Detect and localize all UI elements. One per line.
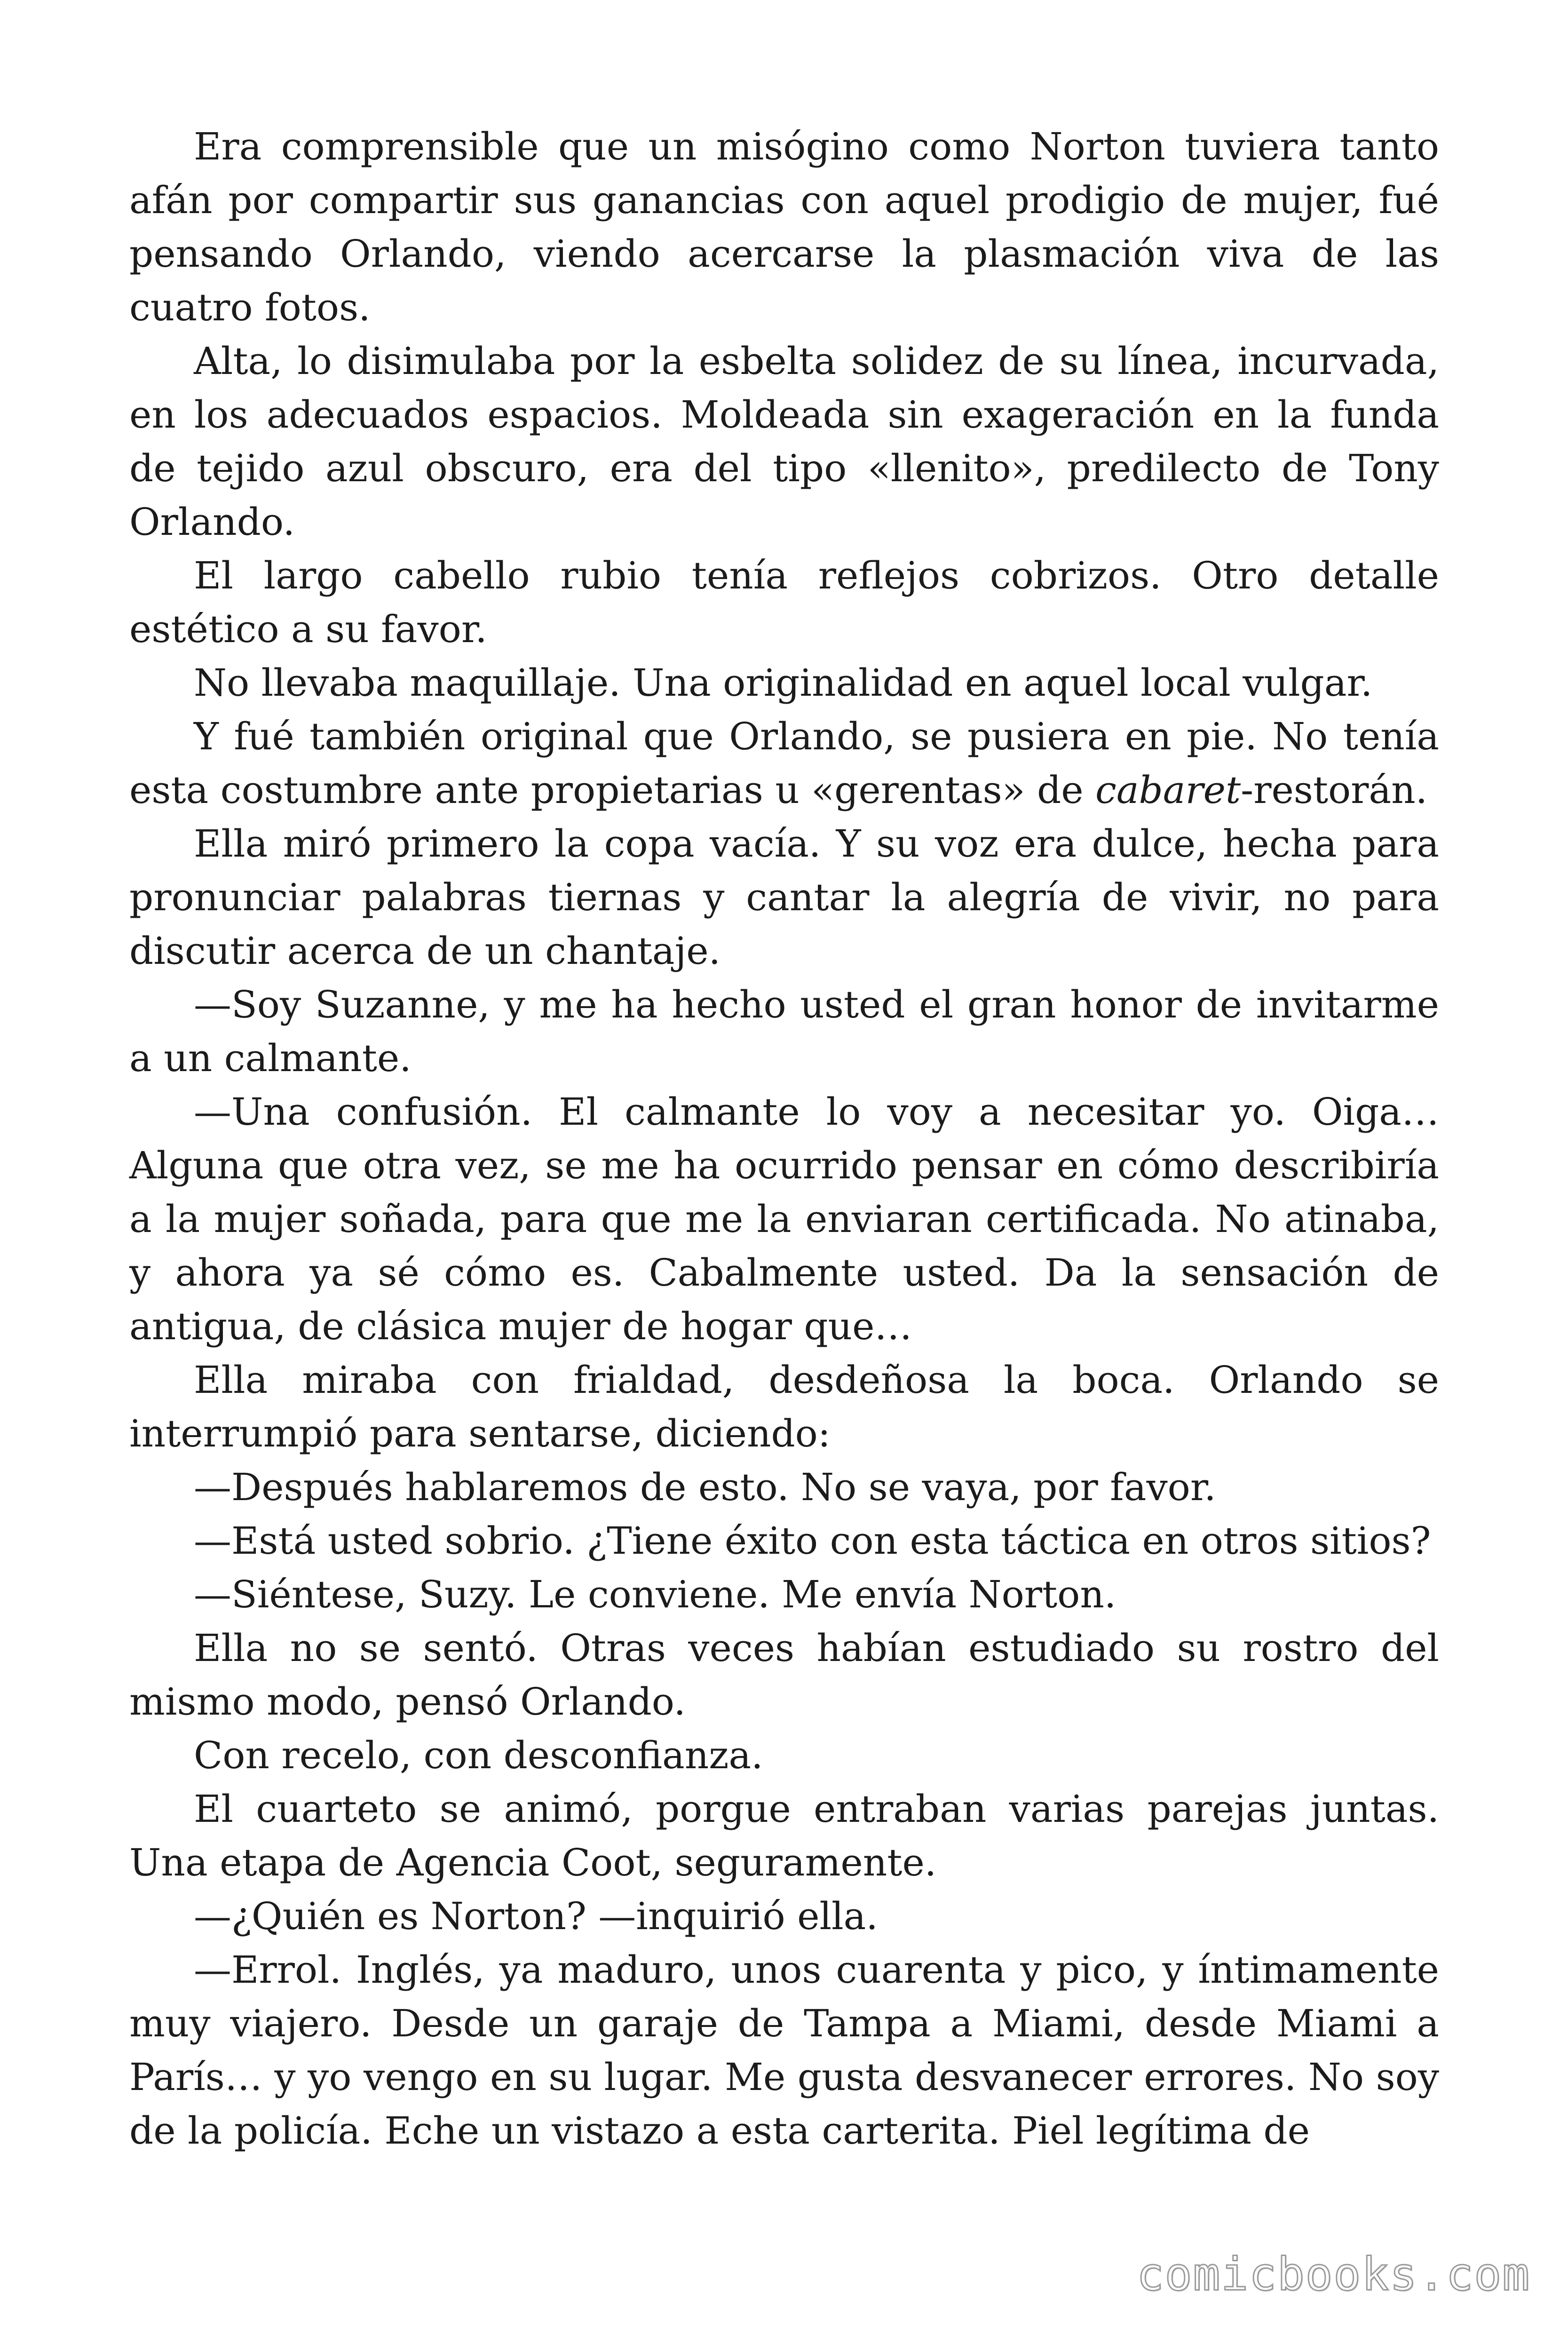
paragraph-5 (129, 710, 1439, 817)
paragraph-13: Ella no se sentó. Otras veces habían estudiado su rostro del mismo modo, pensó Orlando. (129, 1626, 1439, 1724)
paragraph-12: —Siéntese, Suzy. Le conviene. Me envía Norton. (194, 1573, 1117, 1616)
book-page-text (129, 120, 1439, 2158)
paragraph-11: —Está usted sobrio. ¿Tiene éxito con esta táctica en otros sitios? (194, 1519, 1431, 1563)
paragraph-14: Con recelo, con desconfianza. (194, 1733, 763, 1777)
paragraph-10: —Después hablaremos de esto. No se vaya, por favor. (194, 1465, 1216, 1509)
paragraph-7: —Soy Suzanne, y me ha hecho usted el gran honor de invitarme a un calmante. (129, 983, 1439, 1080)
paragraph-4: No llevaba maquillaje. Una originalidad en aquel local vulgar. (194, 661, 1373, 705)
watermark-logo: comicbooks.com (1136, 2248, 1530, 2301)
paragraph-1: Era comprensible que un misógino como Norton tuviera tanto afán por compartir sus ganancias con aquel prodigio de mujer, fué pensando Orlando, viendo acercarse la plasmación viva de las cuatro fotos. (129, 125, 1439, 329)
paragraph-6: Ella miró primero la copa vacía. Y su voz era dulce, hecha para pronunciar palabras tiernas y cantar la alegría de vivir, no para discutir acerca de un chantaje. (129, 822, 1439, 973)
paragraph-9: Ella miraba con frialdad, desdeñosa la boca. Orlando se interrumpió para sentarse, diciendo: (129, 1358, 1439, 1455)
paragraph-2: Alta, lo disimulaba por la esbelta solidez de su línea, incurvada, en los adecuados espacios. Moldeada sin exageración en la funda de tejido azul obscuro, era del tipo «llenito», predilecto de Tony Orlando. (129, 339, 1439, 544)
paragraph-8: —Una confusión. El calmante lo voy a necesitar yo. Oiga… Alguna que otra vez, se me ha ocurrido pensar en cómo describiría a la mujer soñada, para que me la enviaran certificada. No atinaba, y ahora ya sé cómo es. Cabalmente usted. Da la sensación de antigua, de clásica mujer de hogar que… (129, 1090, 1439, 1348)
paragraph-17: —Errol. Inglés, ya maduro, unos cuarenta y pico, y íntimamente muy viajero. Desde un garaje de Tampa a Miami, desde Miami a París… y yo vengo en su lugar. Me gusta desvanecer errores. No soy de la policía. Eche un vistazo a esta carterita. Piel legítima de (129, 1948, 1439, 2153)
paragraph-3: El largo cabello rubio tenía reflejos cobrizos. Otro detalle estético a su favor. (129, 554, 1439, 651)
paragraph-5-tail: -restorán. (1241, 768, 1428, 812)
paragraph-5-text: Y fué también original que Orlando, se pusiera en pie. No tenía esta costumbre ante propietarias u «gerentas» de (129, 715, 1439, 812)
paragraph-15: El cuarteto se animó, porgue entraban varias parejas juntas. Una etapa de Agencia Coot, seguramente. (129, 1787, 1439, 1884)
paragraph-16: —¿Quién es Norton? —inquirió ella. (194, 1894, 878, 1938)
paragraph-5-italic: cabaret (1095, 768, 1241, 812)
